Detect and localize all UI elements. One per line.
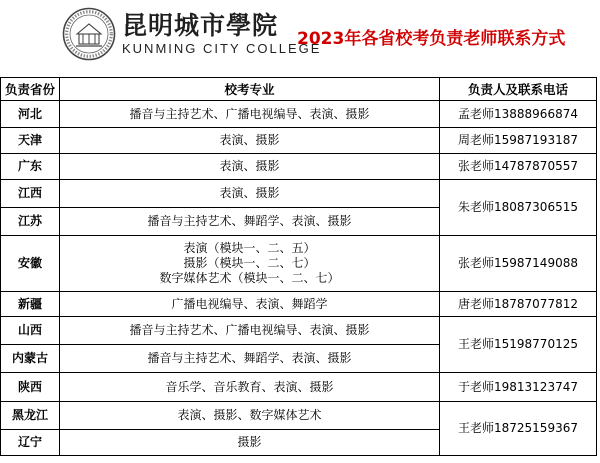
table-row: [1, 154, 597, 180]
province-cell: 陕西: [1, 373, 60, 402]
province-cell: 江苏: [1, 208, 60, 236]
document-title: 2023年各省校考负责老师联系方式: [297, 29, 566, 49]
contact-cell: 王老师15198770125: [440, 317, 597, 373]
table-row: [1, 180, 597, 208]
table-row: [1, 236, 597, 292]
province-cell: 黑龙江: [1, 402, 60, 430]
contact-cell: 周老师15987193187: [440, 128, 597, 154]
document-header: [0, 0, 600, 70]
major-line: 播音与主持艺术、广播电视编导、表演、摄影: [129, 323, 370, 337]
major-line: 数字媒体艺术（模块一、二、七）: [159, 271, 340, 285]
column-header-province: 负责省份: [1, 78, 60, 101]
table-row: [1, 373, 597, 402]
table-row: [1, 128, 597, 154]
table-row: [1, 402, 597, 430]
province-cell: 安徽: [1, 236, 60, 292]
major-line: 播音与主持艺术、舞蹈学、表演、摄影: [147, 351, 352, 365]
major-line: 表演（模块一、二、五）: [183, 241, 316, 255]
major-cell: [60, 373, 440, 402]
school-name-cn: 昆明城市學院: [122, 11, 279, 40]
major-line: 表演、摄影: [219, 133, 280, 147]
province-cell: 江西: [1, 180, 60, 208]
contact-cell: 王老师18725159367: [440, 402, 597, 456]
column-header-major: 校考专业: [60, 78, 440, 101]
contact-cell: 朱老师18087306515: [440, 180, 597, 236]
major-cell: [60, 236, 440, 292]
major-line: 播音与主持艺术、舞蹈学、表演、摄影: [147, 214, 352, 228]
contact-cell: 张老师15987149088: [440, 236, 597, 292]
major-cell: [60, 128, 440, 154]
major-line: 摄影: [237, 435, 262, 449]
province-cell: 辽宁: [1, 430, 60, 456]
province-cell: 河北: [1, 101, 60, 128]
table-row: [1, 292, 597, 317]
major-cell: [60, 345, 440, 373]
major-line: 表演、摄影: [219, 186, 280, 200]
province-cell: 广东: [1, 154, 60, 180]
college-seal-logo: [62, 7, 116, 61]
major-cell: [60, 180, 440, 208]
province-cell: 内蒙古: [1, 345, 60, 373]
major-cell: [60, 292, 440, 317]
school-name-en: KUNMING CITY COLLEGE: [122, 41, 322, 56]
table-row: [1, 101, 597, 128]
major-line: 表演、摄影、数字媒体艺术: [177, 408, 322, 422]
province-cell: 新疆: [1, 292, 60, 317]
province-cell: 天津: [1, 128, 60, 154]
major-cell: [60, 154, 440, 180]
contact-cell: 唐老师18787077812: [440, 292, 597, 317]
column-header-contact: 负责人及联系电话: [440, 78, 597, 101]
major-line: 播音与主持艺术、广播电视编导、表演、摄影: [129, 106, 370, 121]
contact-cell: 张老师14787870557: [440, 154, 597, 180]
major-cell: [60, 101, 440, 128]
table-row: [1, 317, 597, 345]
major-line: 音乐学、音乐教育、表演、摄影: [165, 379, 334, 394]
contact-cell: 孟老师13888966874: [440, 101, 597, 128]
contacts-table: [0, 77, 597, 456]
major-cell: [60, 317, 440, 345]
major-cell: [60, 208, 440, 236]
major-line: 表演、摄影: [219, 159, 280, 173]
major-cell: [60, 402, 440, 430]
table-header-row: [1, 78, 597, 101]
major-line: 广播电视编导、表演、舞蹈学: [171, 296, 328, 311]
major-line: 摄影（模块一、二、七）: [183, 256, 316, 270]
major-cell: [60, 430, 440, 456]
contact-cell: 于老师19813123747: [440, 373, 597, 402]
province-cell: 山西: [1, 317, 60, 345]
